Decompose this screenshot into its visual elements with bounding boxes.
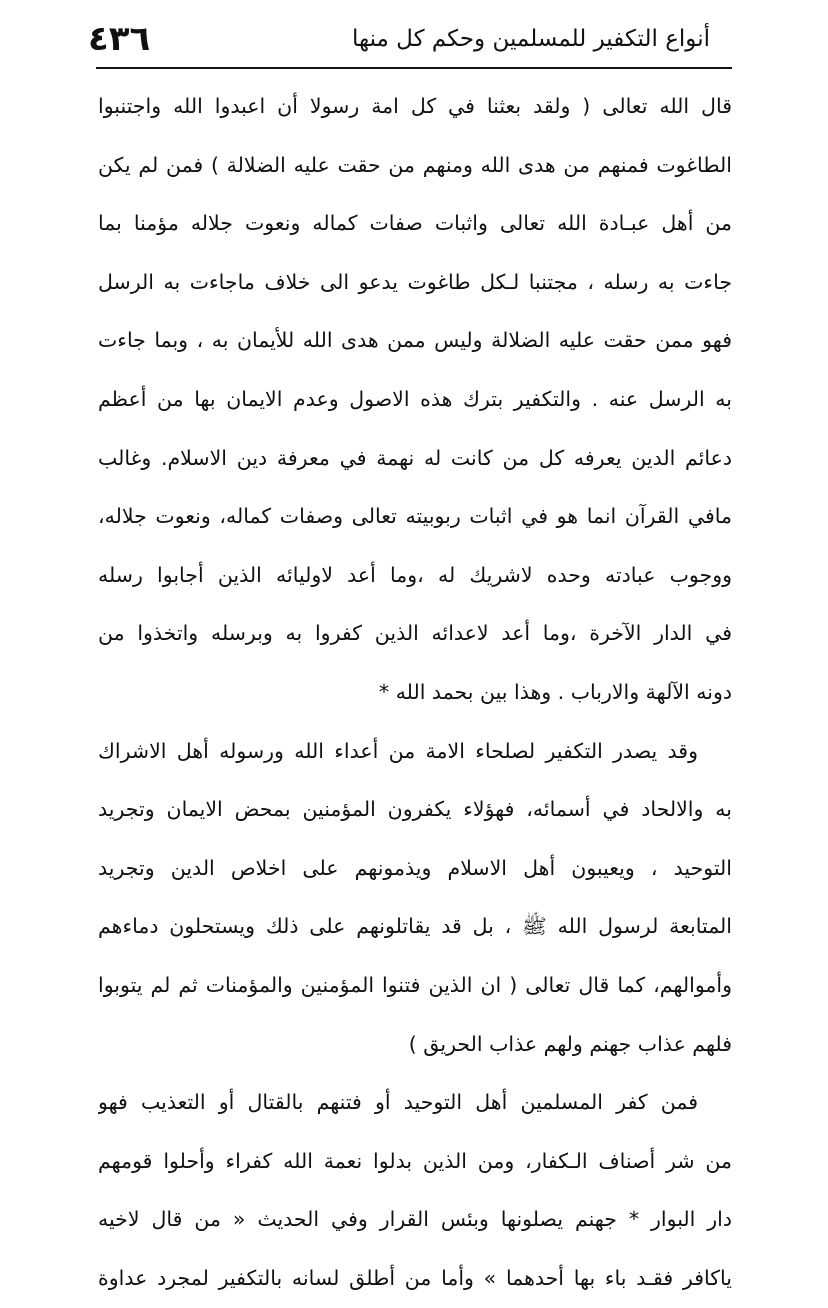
text-line: به الرسل عنه . والتكفير بترك هذه الاصول وعدم الايمان بها من أعظم [98,386,732,411]
text-line: وأموالهم، كما قال تعالى ( ان الذين فتنوا المؤمنين والمؤمنات ثم لم يتوبوا [98,972,732,997]
text-line: من أهل عبـادة الله تعالى واثبات صفات كماله ونعوت جلاله مؤمنا بما [98,211,732,236]
text-line: من شر أصناف الـكفار، ومن الذين بدلوا نعمة الله كفراء وأحلوا قومهم [98,1148,732,1173]
text-line: التوحيد ، ويعيبون أهل الاسلام ويذمونهم على اخلاص الدين وتجريد [98,855,732,880]
text-line: قال الله تعالى ( ولقد بعثنا في كل امة رسولا أن اعبدوا الله واجتنبوا [98,94,732,118]
page-header [88,14,710,64]
text-line: دار البوار * جهنم يصلونها وبئس القرار وفي الحديث « من قال لاخيه [98,1207,732,1232]
text-line: فلهم عذاب جهنم ولهم عذاب الحريق ) [408,1031,732,1056]
text-line: دونه الآلهة والارباب . وهذا بين بحمد الله * [378,679,732,704]
text-line: فمن كفر المسلمين أهل التوحيد أو فتنهم بالقتال أو التعذيب فهو [98,1090,698,1115]
text-line: في الدار الآخرة ،وما أعد لاعدائه الذين كفروا به وبرسله واتخذوا من [98,621,732,646]
text-line: جاءت به رسله ، مجتنبا لـكل طاغوت يدعو الى خلاف ماجاءت به الرسل [98,269,732,294]
text-line: ووجوب عبادته وحده لاشريك له ،وما أعد لاوليائه الذين أجابوا رسله [98,562,732,587]
body-text [98,77,732,1307]
page-number: ٤٣٦ [88,19,151,59]
text-line: ياكافر فقـد باء بها أحدهما » وأما من أطلق لسانه بالتكفير لمجرد عداوة [98,1265,732,1290]
header-divider [96,67,732,69]
running-title: أنواع التكفير للمسلمين وحكم كل منها [351,26,710,52]
text-line: مافي القرآن انما هو في اثبات ربوبيته تعالى وصفات كماله، ونعوت جلاله، [98,504,732,529]
text-line: دعائم الدين يعرفه كل من كانت له نهمة في معرفة دين الاسلام. وغالب [98,445,732,470]
text-line: الطاغوت فمنهم من هدى الله ومنهم من حقت عليه الضلالة ) فمن لم يكن [98,152,732,177]
text-line: فهو ممن حقت عليه الضلالة وليس ممن هدى الله للأيمان به ، وبما جاءت [98,328,732,353]
text-line: به والالحاد في أسمائه، فهؤلاء يكفرون المؤمنين بمحض الايمان وتجريد [98,797,732,822]
text-line: وقد يصدر التكفير لصلحاء الامة من أعداء الله ورسوله أهل الاشراك [98,738,698,763]
text-line: المتابعة لرسول الله ﷺ ، بل قد يقاتلونهم على ذلك ويستحلون دماءهم [98,914,732,939]
